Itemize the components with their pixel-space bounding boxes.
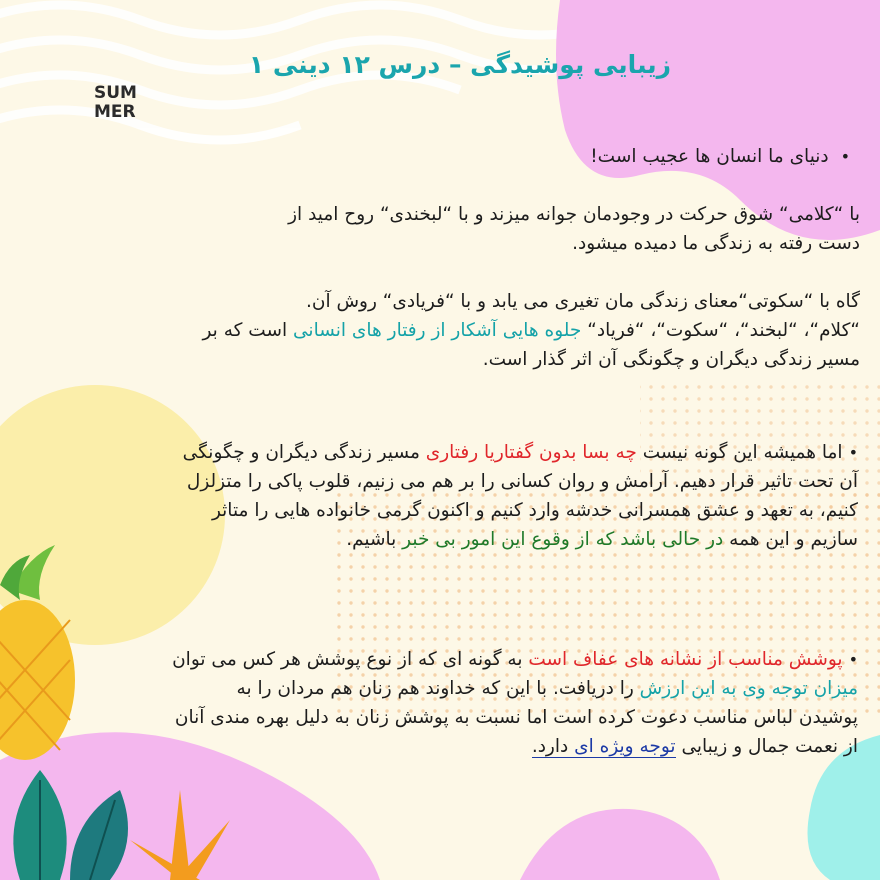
highlight-text: چه بسا بدون گفتاریا رفتاری — [425, 442, 637, 463]
highlight-text: میزان توجه وی به این ارزش — [639, 678, 858, 699]
highlight-text: در حالی باشد که از وقوع این امور بی خبر — [402, 529, 724, 550]
paragraph-line: “کلام“، “لبخند“، “سکوت“، “فریاد“ جلوه هایی آشکار از رفتار های انسانی است که بر — [202, 320, 860, 341]
paragraph-line: دست رفته به زندگی ما دمیده میشود. — [572, 233, 860, 254]
paragraph-line: آن تحت تاثیر قرار دهیم. آرامش و روان کسانی را بر هم می زنیم، قلوب پاکی را متزلزل — [186, 471, 858, 492]
paragraph-line: •اما همیشه این گونه نیست چه بسا بدون گفتاریا رفتاری مسیر زندگی دیگران و چگونگی — [182, 442, 858, 463]
summer-logo: SUM MER — [94, 83, 137, 122]
paragraph-line: میزان توجه وی به این ارزش را دریافت. با این که خداوند هم زنان هم مردان را به — [236, 678, 858, 699]
highlight-text: جلوه هایی آشکار از رفتار های انسانی — [293, 320, 582, 341]
paragraph-line: کنیم، به تعهد و عشق همسرانی خدشه وارد کنیم و اکنون گرمی خانواده هایی را متاثر — [211, 500, 858, 521]
paragraph-line: •پوشش مناسب از نشانه های عفاف است به گونه ای که از نوع پوشش هر کس می توان — [172, 649, 858, 670]
paragraph-3 — [8, 645, 858, 761]
bullet-icon: • — [840, 147, 850, 166]
paragraph-line: پوشیدن لباس مناسب دعوت کرده است اما نسبت به پوشش زنان به دلیل بهره مندی آنان — [174, 707, 858, 728]
paragraph-line: سازیم و این همه در حالی باشد که از وقوع این امور بی خبر باشیم. — [346, 529, 858, 550]
highlight-text: پوشش مناسب از نشانه های عفاف است — [528, 649, 843, 670]
paragraph-line: گاه با “سکوتی“معنای زندگی مان تغیری می یابد و با “فریادی“ روش آن. — [305, 291, 860, 312]
paragraph-line: با “کلامی“ شوق حرکت در وجودمان جوانه میزند و با “لبخندی“ روح امید از — [288, 204, 860, 225]
highlight-text: توجه ویژه ای — [574, 736, 676, 757]
page-title: زیبایی پوشیدگی – درس ۱۲ دینی ۱ — [248, 50, 672, 79]
paragraph-line: • دنیای ما انسان ها عجیب است! — [590, 146, 850, 167]
paragraph-line: از نعمت جمال و زیبایی توجه ویژه ای دارد. — [531, 736, 858, 757]
bullet-icon: • — [848, 650, 858, 669]
paragraph-2 — [28, 438, 858, 554]
bullet-icon: • — [848, 443, 858, 462]
paragraph-1 — [50, 142, 860, 374]
paragraph-line: مسیر زندگی دیگران و چگونگی آن اثر گذار است. — [482, 349, 860, 370]
